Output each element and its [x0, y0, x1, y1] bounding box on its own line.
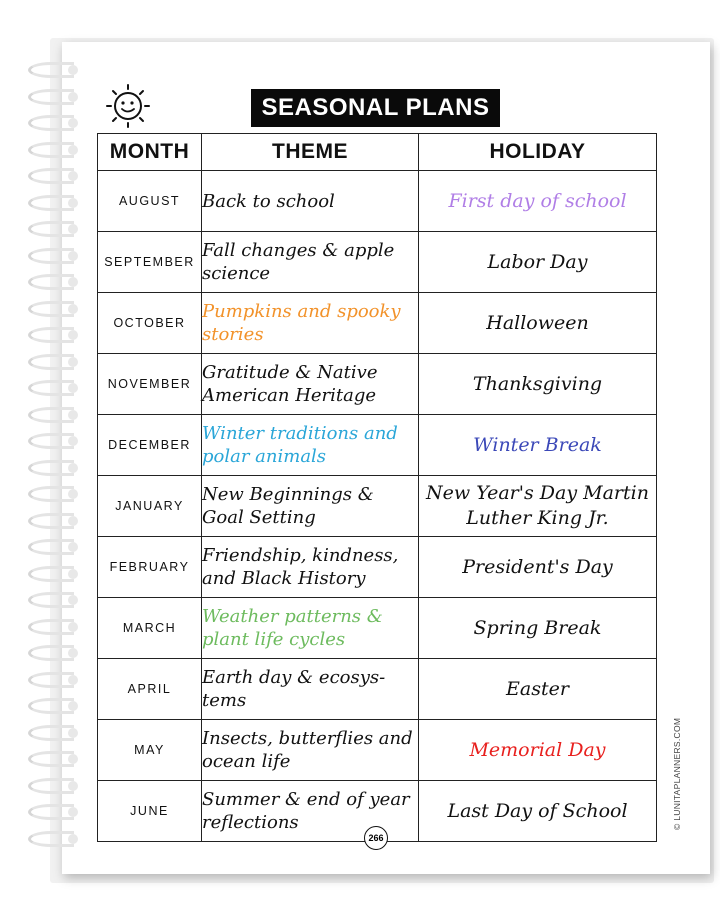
theme-cell: Gratitude & Native American Heritage — [202, 354, 419, 415]
punch-hole — [68, 383, 78, 393]
theme-cell: Earth day & ecosys-tems — [202, 659, 419, 720]
table-row — [98, 293, 657, 354]
month-cell: JUNE — [98, 781, 202, 842]
month-cell: JANUARY — [98, 476, 202, 537]
month-column-header: MONTH — [98, 134, 202, 171]
table-header-row — [98, 134, 657, 171]
punch-hole — [68, 92, 78, 102]
theme-cell: Insects, butterflies and ocean life — [202, 720, 419, 781]
table-row — [98, 659, 657, 720]
holiday-cell: Spring Break — [419, 598, 657, 659]
punch-hole — [68, 675, 78, 685]
holiday-cell: Memorial Day — [419, 720, 657, 781]
punch-hole — [68, 118, 78, 128]
holiday-cell: Last Day of School — [419, 781, 657, 842]
theme-cell: Back to school — [202, 171, 419, 232]
month-cell: NOVEMBER — [98, 354, 202, 415]
table-row — [98, 232, 657, 293]
holiday-cell: First day of school — [419, 171, 657, 232]
theme-column-header: THEME — [202, 134, 419, 171]
punch-hole — [68, 595, 78, 605]
table-row — [98, 537, 657, 598]
theme-cell: New Beginnings & Goal Setting — [202, 476, 419, 537]
theme-cell: Weather patterns & plant life cycles — [202, 598, 419, 659]
table-row — [98, 415, 657, 476]
punch-hole — [68, 728, 78, 738]
month-cell: MARCH — [98, 598, 202, 659]
punch-hole — [68, 357, 78, 367]
punch-hole — [68, 489, 78, 499]
holiday-cell: President's Day — [419, 537, 657, 598]
page-title: SEASONAL PLANS — [251, 89, 500, 127]
table-row — [98, 720, 657, 781]
spiral-binding — [28, 62, 88, 862]
theme-cell: Summer & end of year reflections — [202, 781, 419, 842]
punch-hole — [68, 463, 78, 473]
punch-hole — [68, 516, 78, 526]
punch-hole — [68, 198, 78, 208]
holiday-cell: Halloween — [419, 293, 657, 354]
theme-cell: Pumpkins and spooky stories — [202, 293, 419, 354]
punch-hole — [68, 781, 78, 791]
holiday-cell: New Year's Day Martin Luther King Jr. — [419, 476, 657, 537]
seasonal-plans-table — [97, 133, 657, 842]
table-row — [98, 476, 657, 537]
punch-hole — [68, 648, 78, 658]
month-cell: APRIL — [98, 659, 202, 720]
holiday-cell: Thanksgiving — [419, 354, 657, 415]
punch-hole — [68, 807, 78, 817]
copyright-credit: © LUNITAPLANNERS.COM — [672, 717, 682, 830]
holiday-column-header: HOLIDAY — [419, 134, 657, 171]
punch-hole — [68, 834, 78, 844]
holiday-cell: Labor Day — [419, 232, 657, 293]
holiday-cell: Winter Break — [419, 415, 657, 476]
punch-hole — [68, 251, 78, 261]
month-cell: DECEMBER — [98, 415, 202, 476]
theme-cell: Winter traditions and polar animals — [202, 415, 419, 476]
punch-hole — [68, 542, 78, 552]
punch-hole — [68, 754, 78, 764]
punch-hole — [68, 304, 78, 314]
sun-doodle-icon — [104, 82, 156, 130]
punch-hole — [68, 65, 78, 75]
holiday-cell: Easter — [419, 659, 657, 720]
month-cell: SEPTEMBER — [98, 232, 202, 293]
punch-hole — [68, 171, 78, 181]
punch-hole — [68, 277, 78, 287]
table-row — [98, 598, 657, 659]
month-cell: OCTOBER — [98, 293, 202, 354]
table-row — [98, 354, 657, 415]
month-cell: FEBRUARY — [98, 537, 202, 598]
punch-hole — [68, 569, 78, 579]
punch-hole — [68, 410, 78, 420]
punch-hole — [68, 701, 78, 711]
theme-cell: Friendship, kindness, and Black History — [202, 537, 419, 598]
punch-hole — [68, 224, 78, 234]
table-row — [98, 171, 657, 232]
month-cell: MAY — [98, 720, 202, 781]
theme-cell: Fall changes & apple science — [202, 232, 419, 293]
punch-hole — [68, 145, 78, 155]
page-number-badge: 266 — [364, 826, 388, 850]
punch-hole — [68, 622, 78, 632]
punch-hole — [68, 436, 78, 446]
month-cell: AUGUST — [98, 171, 202, 232]
punch-hole — [68, 330, 78, 340]
